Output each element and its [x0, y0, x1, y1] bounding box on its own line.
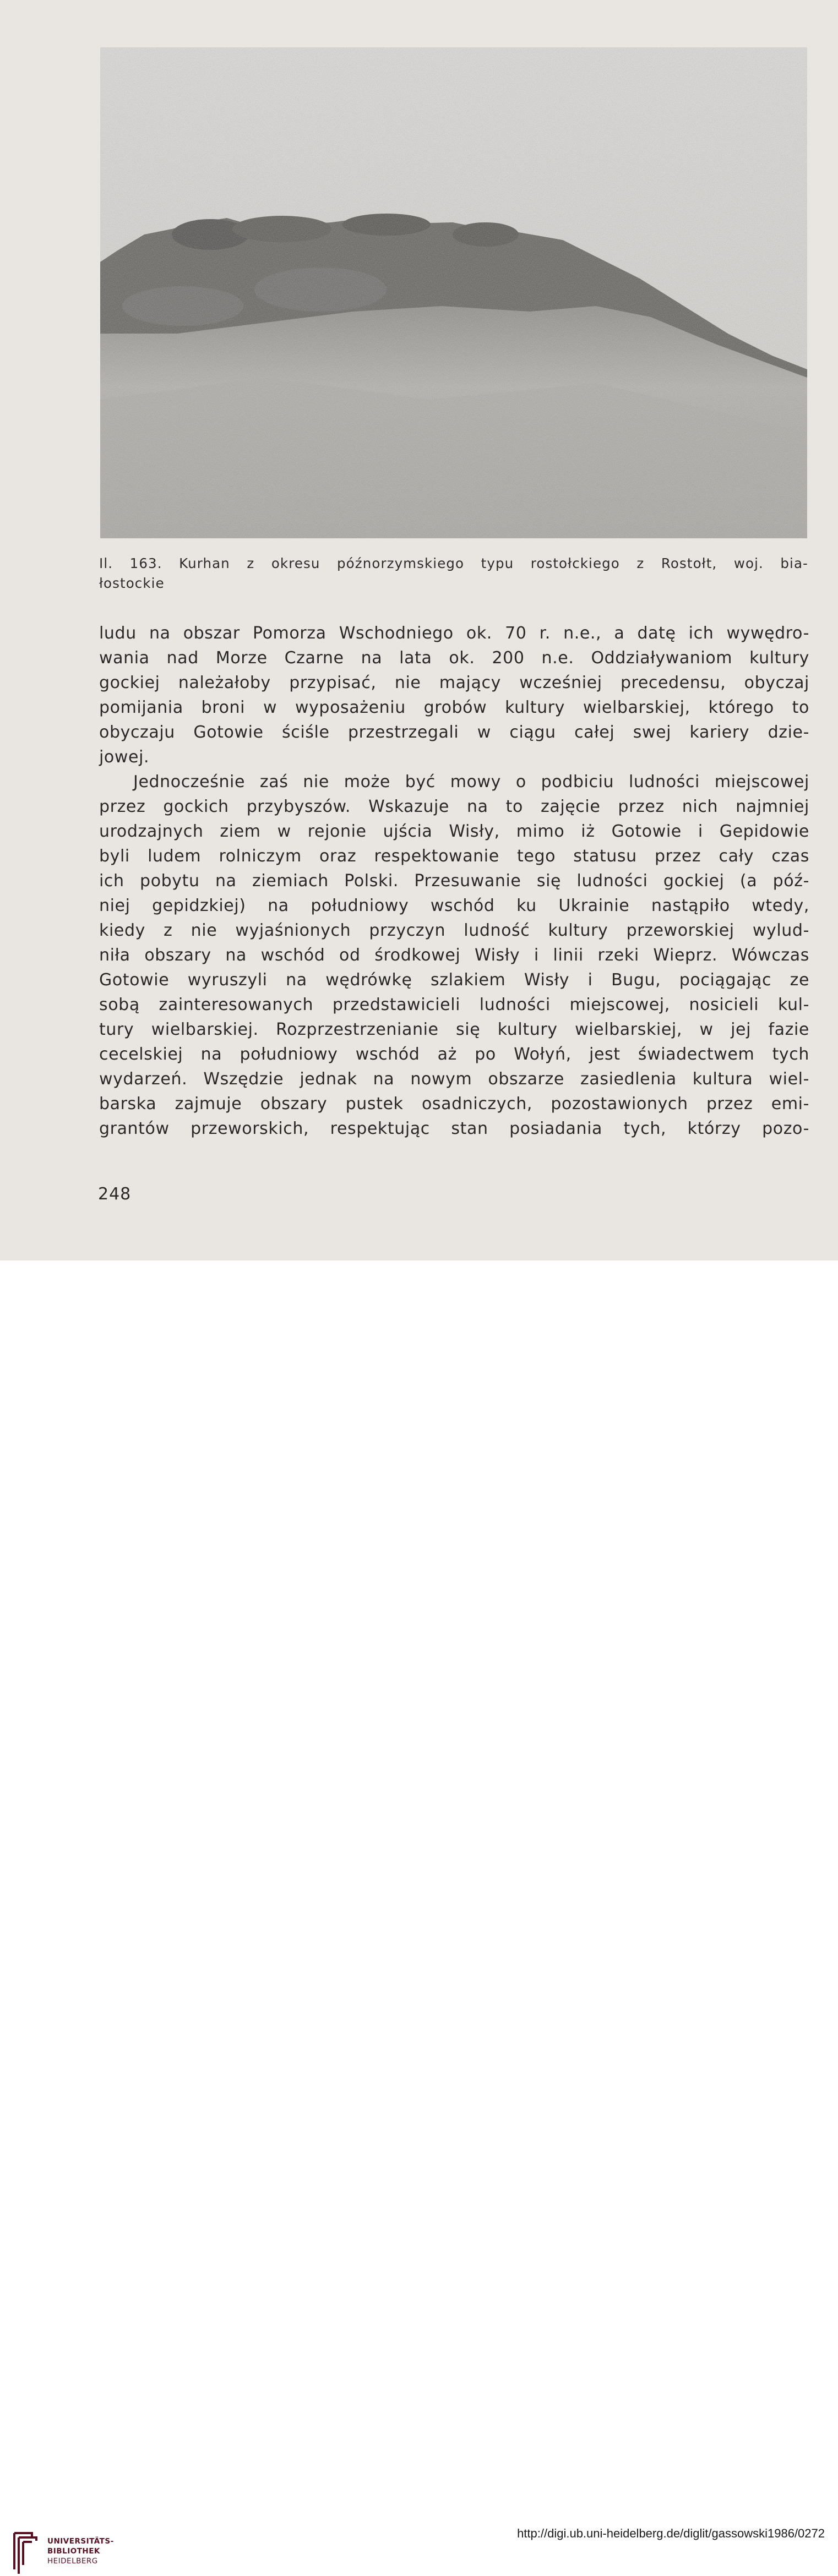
kurhan-photograph: [100, 47, 807, 538]
paragraph: [99, 769, 809, 1141]
caption-line: Il. 163. Kurhan z okresu późnorzymskiego typu rostołckiego z Rostołt, woj. bia-: [99, 555, 808, 571]
page-number: 248: [98, 1185, 132, 1204]
text-line: sobą zainteresowanych przedstawicieli ludności miejscowej, nosicieli kul-: [99, 995, 809, 1014]
text-line: Jednocześnie zaś nie może być mowy o podbiciu ludności miejscowej: [133, 772, 809, 792]
text-line: ich pobytu na ziemiach Polski. Przesuwanie się ludności gockiej (a póź-: [99, 871, 809, 891]
logo-line: HEIDELBERG: [47, 2557, 98, 2566]
digitization-footer: [0, 1260, 838, 2566]
text-line: tury wielbarskiej. Rozprzestrzenianie się kultury wielbarskiej, w jej fazie: [99, 1020, 809, 1039]
body-text: [99, 621, 809, 1141]
text-line: grantów przeworskich, respektując stan posiadania tych, którzy pozo-: [99, 1119, 809, 1138]
text-line: wania nad Morze Czarne na lata ok. 200 n.e. Oddziaływaniom kultury: [99, 648, 809, 668]
figure-caption: [99, 554, 808, 593]
source-url-link[interactable]: http://digi.ub.uni-heidelberg.de/diglit/gassowski1986/0272: [517, 2526, 825, 2540]
text-line: obyczaju Gotowie ściśle przestrzegali w ciągu całej swej kariery dzie-: [99, 723, 809, 742]
text-line: urodzajnych ziem w rejonie ujścia Wisły, mimo iż Gotowie i Gepidowie: [99, 822, 809, 841]
text-line: cecelskiej na południowy wschód aż po Wołyń, jest świadectwem tych: [99, 1045, 809, 1064]
text-line: ludu na obszar Pomorza Wschodniego ok. 70 r. n.e., a datę ich wywędro-: [99, 624, 809, 643]
text-line: barska zajmuje obszary pustek osadniczych, pozostawionych przez emi-: [99, 1094, 809, 1114]
library-logo-icon: [10, 2526, 41, 2576]
text-line: Gotowie wyruszyli na wędrówkę szlakiem Wisły i Bugu, pociągając ze: [99, 970, 809, 990]
text-line: pomijania broni w wyposażeniu grobów kultury wielbarskiej, którego to: [99, 698, 809, 717]
logo-line: UNIVERSITÄTS-: [47, 2537, 114, 2546]
text-line: przez gockich przybyszów. Wskazuje na to zajęcie przez nich najmniej: [99, 797, 809, 816]
caption-line: łostockie: [99, 575, 165, 591]
text-line: byli ludem rolniczym oraz respektowanie tego statusu przez cały czas: [99, 847, 809, 866]
book-page: [0, 0, 838, 1260]
paragraph: [99, 621, 809, 769]
text-line: gockiej należałoby przypisać, nie mający wcześniej precedensu, obyczaj: [99, 673, 809, 692]
text-line: kiedy z nie wyjaśnionych przyczyn ludność kultury przeworskiej wylud-: [99, 921, 809, 940]
text-line: niej gepidzkiej) na południowy wschód ku Ukrainie nastąpiło wtedy,: [99, 896, 809, 915]
logo-line: BIBLIOTHEK: [47, 2547, 100, 2556]
text-line: niła obszary na wschód od środkowej Wisły i linii rzeki Wieprz. Wówczas: [99, 946, 809, 965]
library-logo-text: [47, 2536, 114, 2566]
text-line: jowej.: [99, 747, 150, 767]
text-line: wydarzeń. Wszędzie jednak na nowym obszarze zasiedlenia kultura wiel-: [99, 1069, 809, 1089]
